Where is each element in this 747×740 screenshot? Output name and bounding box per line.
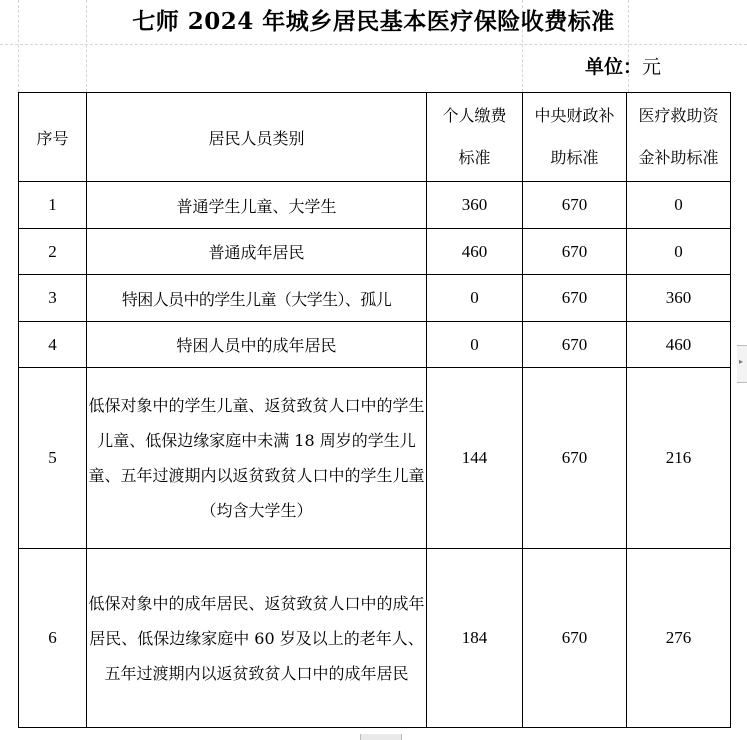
header-rescue (627, 93, 731, 182)
header-personal (427, 93, 523, 182)
table-row (19, 229, 731, 275)
cell-central[interactable]: 670 (523, 275, 627, 322)
cell-rescue[interactable]: 216 (627, 368, 731, 549)
cell-category[interactable]: 普通学生儿童、大学生 (87, 182, 427, 229)
cell-central[interactable]: 670 (523, 368, 627, 549)
header-row (19, 93, 731, 182)
table-row (19, 549, 731, 728)
unit-label (585, 52, 661, 79)
chevron-right-icon[interactable]: ▸ (739, 357, 744, 366)
cell-category[interactable]: 特困人员中的学生儿童（大学生）、孤儿 (87, 275, 427, 322)
cell-category[interactable]: 特困人员中的成年居民 (87, 322, 427, 368)
cell-central[interactable]: 670 (523, 182, 627, 229)
cell-personal[interactable]: 184 (427, 549, 523, 728)
cell-personal[interactable]: 144 (427, 368, 523, 549)
header-personal-line1: 个人缴费 (442, 106, 507, 125)
cell-rescue[interactable]: 360 (627, 275, 731, 322)
fee-table (18, 92, 731, 728)
cell-category[interactable]: 普通成年居民 (87, 229, 427, 275)
unit-label-text: 单位： (585, 56, 643, 78)
header-category: 居民人员类别 (87, 93, 427, 182)
cell-personal[interactable]: 360 (427, 182, 523, 229)
gridline (0, 44, 747, 45)
cell-seq[interactable]: 1 (19, 182, 87, 229)
cell-personal[interactable]: 460 (427, 229, 523, 275)
header-central (523, 93, 627, 182)
table-row (19, 275, 731, 322)
sheet-title: 七师 2024 年城乡居民基本医疗保险收费标准 (132, 8, 615, 35)
unit-value: 元 (642, 56, 662, 78)
header-seq: 序号 (19, 93, 87, 182)
cell-personal[interactable]: 0 (427, 275, 523, 322)
cell-central[interactable]: 670 (523, 322, 627, 368)
horizontal-scrollbar[interactable] (360, 734, 402, 740)
header-personal-line2: 标准 (458, 148, 491, 167)
cell-rescue[interactable]: 0 (627, 229, 731, 275)
cell-rescue[interactable]: 460 (627, 322, 731, 368)
cell-category[interactable]: 低保对象中的成年居民、返贫致贫人口中的成年居民、低保边缘家庭中 60 岁及以上的老年人、五年过渡期内以返贫致贫人口中的成年居民 (87, 549, 427, 728)
table-row (19, 368, 731, 549)
table-row (19, 322, 731, 368)
cell-rescue[interactable]: 276 (627, 549, 731, 728)
cell-central[interactable]: 670 (523, 229, 627, 275)
header-rescue-line1: 医疗救助资 (638, 106, 719, 125)
header-rescue-line2: 金补助标准 (638, 148, 719, 167)
cell-rescue[interactable]: 0 (627, 182, 731, 229)
cell-seq[interactable]: 6 (19, 549, 87, 728)
cell-central[interactable]: 670 (523, 549, 627, 728)
cell-seq[interactable]: 2 (19, 229, 87, 275)
cell-seq[interactable]: 3 (19, 275, 87, 322)
cell-seq[interactable]: 5 (19, 368, 87, 549)
cell-category[interactable]: 低保对象中的学生儿童、返贫致贫人口中的学生儿童、低保边缘家庭中未满 18 周岁的学生儿童、五年过渡期内以返贫致贫人口中的学生儿童（均含大学生） (87, 368, 427, 549)
cell-personal[interactable]: 0 (427, 322, 523, 368)
header-central-line1: 中央财政补 (534, 106, 615, 125)
cell-seq[interactable]: 4 (19, 322, 87, 368)
table-row (19, 182, 731, 229)
header-central-line2: 助标准 (550, 148, 599, 167)
